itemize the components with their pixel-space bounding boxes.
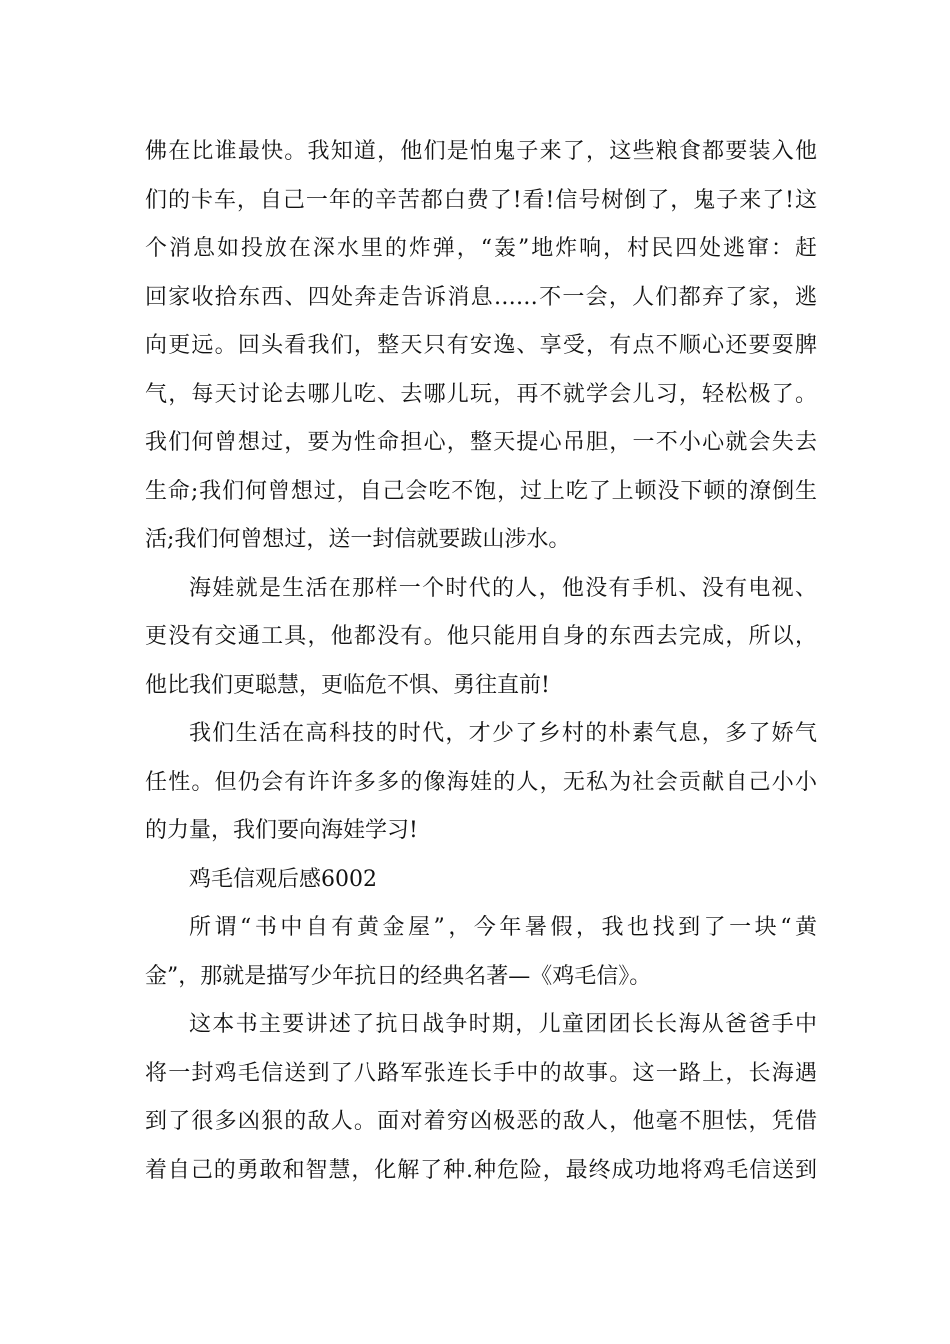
text-line: 任性。但仍会有许许多多的像海娃的人，无私为社会贡献自己小小 [145,769,817,795]
text-line: 气，每天讨论去哪儿吃、去哪儿玩，再不就学会儿习，轻松极了。 [145,381,817,407]
paragraph-first-line: 所谓“书中自有黄金屋”，今年暑假，我也找到了一块“黄 [189,915,817,940]
document-body [145,128,817,1195]
text-line: 到了很多凶狠的敌人。面对着穷凶极恶的敌人，他毫不胆怯，凭借 [145,1109,817,1134]
text-line: 们的卡车，自己一年的辛苦都白费了!看!信号树倒了，鬼子来了!这 [145,187,817,213]
text-line: 个消息如投放在深水里的炸弹，“轰”地炸响，村民四处逃窜：赶 [145,236,817,261]
paragraph-first-line: 我们生活在高科技的时代，才少了乡村的朴素气息，多了娇气 [189,721,817,746]
paragraph-first-line: 这本书主要讲述了抗日战争时期，儿童团团长长海从爸爸手中 [189,1012,817,1037]
text-line: 他比我们更聪慧，更临危不惧、勇往直前! [145,672,550,698]
text-line: 的力量，我们要向海娃学习! [145,818,418,843]
text-line: 更没有交通工具，他都没有。他只能用自身的东西去完成，所以， [145,624,817,649]
text-line: 活;我们何曾想过，送一封信就要跋山涉水。 [145,527,571,552]
text-line: 我们何曾想过，要为性命担心，整天提心吊胆，一不小心就会失去 [145,430,817,455]
text-line: 着自己的勇敢和智慧，化解了种.种危险，最终成功地将鸡毛信送到 [145,1157,817,1183]
paragraph-first-line: 海娃就是生活在那样一个时代的人，他没有手机、没有电视、 [189,575,817,601]
text-line: 佛在比谁最快。我知道，他们是怕鬼子来了，这些粮食都要装入他 [145,139,817,164]
text-line: 生命;我们何曾想过，自己会吃不饱，过上吃了上顿没下顿的潦倒生 [145,478,817,504]
section-title: 鸡毛信观后感6002 [189,866,377,892]
text-line: 将一封鸡毛信送到了八路军张连长手中的故事。这一路上，长海遇 [145,1060,817,1086]
text-line: 向更远。回头看我们，整天只有安逸、享受，有点不顺心还要耍脾 [145,333,817,358]
text-line: 回家收拾东西、四处奔走告诉消息……不一会，人们都弃了家，逃 [145,284,817,310]
text-line: 金”，那就是描写少年抗日的经典名著—《鸡毛信》。 [145,963,652,989]
